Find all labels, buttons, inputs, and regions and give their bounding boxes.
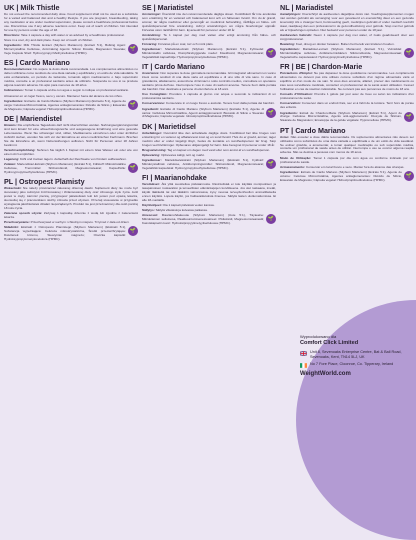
vegan-leaf-icon: 🌱 — [129, 101, 137, 108]
section-paragraph: Almacenar en un lugar fresco, seco y oscuro. Mantener fuera del alcance de los niños. — [4, 93, 123, 98]
section-paragraph: Avvertenze: Non superare la dose giornaliera raccomandata. Gli integratori alimentari non vanno intesi come sostituti di una dieta varia ed equilibrata e di uno stile di vita sano. In caso di gravidanza, allattamento, assunzione di farmaci o sotto controllo medico, consultare un operatore sanitario prima dell'uso. Interrompere l'uso in caso di reazioni avverse. Tenere fuori dalla portata dei bambini. Non destinato a persone di età inferiore ai 18 anni. — [142, 71, 276, 92]
section-paragraph: Recomendaciones: No supere la dosis diaria recomendada. Los complementos alimenticios no deben utilizarse como sustituto de una dieta variada y equilibrada y un estilo de vida saludable. Si está embarazada, en período de lactancia, tomando algún medicamento o bajo supervisión médica, consulte a un profesional sanitario antes de utilizarlo. Suspenda su uso si se produce alguna reacción adversa. No apto para menores de 18 años. — [4, 67, 138, 88]
section-title: PT | Cardo Mariano — [280, 125, 346, 135]
section-title: DE | Mariendistel — [4, 113, 62, 123]
uk-flag-icon — [300, 351, 307, 356]
vegan-leaf-icon: 🌱 — [129, 164, 137, 171]
section-paragraph: Brugsanvisning: Tag en kapsel om dagen med vand eller som anvist af en sundhedsperson. — [142, 147, 271, 152]
section-paragraph: Anbefalinger: Overskrid ikke den anbefalede daglige dosis. Kosttilskud bør ikke bruges som erstatning for en varieret og afbalanceret kost og en sund livsstil. Hvis du er gravid, ammer, tager medicin eller er under lægeligt tilsyn, bedes du kontakte en sundhedsperson før brug. Stop brugen ved bivirkninger. Opbevares utilgængeligt for børn. Ikke beregnet til personer under 18 år. — [142, 130, 276, 147]
section-title: NL | Mariadistel — [280, 4, 334, 12]
vegan-leaf-icon: 🌱 — [405, 113, 413, 120]
vegan-leaf-icon: 🌱 — [267, 160, 275, 167]
section-pl-ostropest-plamisty — [4, 178, 138, 243]
vegan-leaf-icon: 🌱 — [267, 216, 275, 223]
section-paragraph: Anvisningar: Överskrid inte den rekommenderade dagliga dosen. Kosttillskott får inte användas som ersättning för en varierad och balanserad kost och en hälsosam livsstil. Om du är gravid, ammar, tar några mediciner eller genomgår en medicinsk behandling, rådfråga en hälso- och sjukvårdspersonal före användning. Avbryt användningen om några biverkningar uppstår. Förvaras utom räckhåll för barn. Ej avsedd för personer under 18 år. — [142, 12, 276, 32]
vegan-leaf-icon: 🌱 — [129, 46, 137, 53]
section-paragraph: Armazenamento: Conservar em local fresco e seco. Manter fora do alcance das crianças. — [280, 164, 405, 169]
section-es-cardo-mariano — [4, 59, 138, 112]
section-paragraph: Zalecane sposób użycia: Zażywaj 1 kapsułkę dziennie z wodą lub zgodnie z zaleceniami lekarza. — [4, 210, 138, 219]
section-paragraph: Ingredienser: Marietidselekstrakt (Silybum Marianum) (Ekstrakt 5:1), Fyldstof: Mikrokrystallinsk cellulose, Antiklumpningsmidler: Siliciumdioxid, Magnesiumstearat; Vegetabilsk kapselskal: Hydroxypropylmethylcellulose (HPMC). — [142, 157, 264, 170]
section-paragraph: Verzehrsempfehlung: Nehmen Sie täglich 1 Kapsel mit einem Glas Wasser ein oder wie von einem Arzt empfohlen. — [4, 147, 138, 156]
section-paragraph: Bewaring: Koel, droog en donker bewaren. Buiten het bereik van kinderen houden. — [280, 42, 395, 47]
distributor-label: Wyprodukowano dla — [300, 334, 337, 339]
section-dk-marietidsel — [142, 123, 276, 172]
section-paragraph: Ingredientes: Extracto de Cardo Mariano (Silybum Marianum) (Extracto 5:1), Agente de carga: Celulosa Microcristalina, Agentes antiaglomerantes: Dióxido de Silicio y Estearato de Magnesio; Cápsula vegetal: Hidroxipropilmetilcelulosa (HPMC). — [4, 98, 126, 111]
column-middle — [142, 4, 276, 414]
section-paragraph: Hinweis: Die empfohlene Tagesdosis darf nicht überschritten werden. Nahrungsergänzungsmittel sind kein Ersatz für eine abwechslungsreiche und ausgewogene Ernährung und eine gesunde Lebensweise. Wenn Sie schwanger sind, stillen, Medikamente einnehmen oder unter ärztlicher Aufsicht stehen, wenden Sie sich vor der Einnahme an einen medizinischen Fachmann. Brechen Sie die Einnahme ab, wenn Nebenwirkungen auftreten. Nicht für Personen unter 18 Jahren bestimmt. — [4, 122, 138, 147]
section-paragraph: Lagerung: Kühl und trocken lagern. Außerhalb der Reichweite von Kindern aufbewahren. — [4, 156, 127, 161]
section-paragraph: Przechowywanie: Przechowywać w suchym i chłodnym miejscu. Trzymać z dala od dzieci. — [4, 220, 130, 224]
ie-address-text: No 7 Fore Place, Cloonroe, Co. Tipperary, Ireland — [310, 362, 394, 367]
section-paragraph: Ingredienti: Estratto di Cardo Mariano (Silybum Marianum) (Estratto 5:1), Agente di carica: Cellulosa Microcristallina, Agenti antiagglomeranti: Biossido di Silicio e Stearato di Magnesio; Capsula vegetale: Idrossipropilmetilcellulosa (HPMC). — [142, 106, 264, 119]
section-paragraph: Składniki: Ekstrakt z Ostropestu Plamistego (Silybum Marianum) (Ekstrakt 5:1), Substancja wypełniająca: Celuloza mikrokrystaliczna, Środki przeciwzbrylające: Dwutlenek krzemu, Stearynian magnezu; Otoczka kapsułki: Hydroksypropylometyloceluloza (HPMC). — [4, 225, 126, 241]
section-paragraph: Ainesosat: Maarianohdakeuute (Silybum Marianum) (Uute 5:1), Täyteaine: Mikrokiteinen selluloosa, Paakkuuntumisenestoaineet: Piidioksidi, Magnesiumstearaatti; Kasviskapselin kuori: Hydroksipropyylimetyyliselluloosa (HPMC). — [142, 213, 264, 226]
section-paragraph: Ingredienser: Mariatistelextrakt (Silybum Marianum) (Extrakt 5:1), Fyllmedel: Mikrokristallin cellulosa, Klumpförebyggande medel: Kiseldioxid, Magnesiumstearat; Vegetabiliskt kapselhölje: Hydroxipropylmetylcellulosa (HPMC). — [142, 47, 264, 60]
section-uk-milk-thistle — [4, 4, 138, 57]
vegan-leaf-icon: 🌱 — [405, 50, 413, 57]
distributor-name: Comfort Click Limited — [300, 340, 359, 346]
section-nl-mariadistel — [280, 4, 414, 61]
section-title: UK | Milk Thistle — [4, 4, 60, 12]
vegan-leaf-icon: 🌱 — [129, 228, 137, 235]
section-pt-cardo-mariano — [280, 127, 414, 184]
section-paragraph: Conseils d'Utilisation: Prendre 1 gélule par jour avec de l'eau ou selon les indications d'un professionnel de santé. — [280, 92, 414, 101]
column-left — [4, 4, 138, 414]
section-it-cardo-mariano — [142, 63, 276, 120]
section-title: FR | BE | Chardon-Marie — [280, 62, 363, 72]
section-paragraph: Käyttöohjeet: Ota 1 kapseli päivässä veden kanssa. — [142, 203, 215, 207]
section-paragraph: Modo de Utilização: Tomar 1 cápsula por dia com água ou conforme indicado por um profissional de saúde. — [280, 155, 414, 164]
section-paragraph: Förvaring: Förvaras på en sval, torr och mörk plats. — [142, 42, 214, 47]
vegan-leaf-icon: 🌱 — [267, 109, 275, 116]
section-paragraph: Ingredients: Milk Thistle Extract (Silybum Marianum) (Extract 5:1), Bulking Agent: Microcrystalline Cellulose, Anti-Caking Agents: Silicon Dioxide, Magnesium Stearate; Vege Capsule Shell: Hydroxypropyl Methylcellulose (HPMC). — [4, 43, 126, 56]
section-paragraph: Användning: Ta 1 kapsel per dag med vatten eller enligt anvisning från hälso- och sjukvårdspersonal. — [142, 33, 276, 41]
section-paragraph: Précautions d'Emploi: Ne pas dépasser la dose quotidienne recommandée. Les compléments alimentaires ne doivent pas être utilisés comme substituts d'un régime alimentaire varié et équilibré et d'un mode de vie sain. Si vous êtes enceinte, allaitez, prenez des médicaments ou êtes sous surveillance médicale, consultez un professionnel de la santé avant utilisation. Cessez l'utilisation en cas de réaction indésirable. Ne convient pas aux personnes de moins de 18 ans. — [280, 71, 414, 92]
section-title: IT | Cardo Mariano — [142, 62, 205, 72]
ireland-flag-icon — [300, 363, 307, 368]
section-paragraph: Varoitukset: Älä ylitä suositeltua päiväannosta. Ravintolisää ei tule käyttää monipuolisen ja tasapainoisen ruokavalion ja terveellisten elämäntapojen korvikkeena. Jos olet raskaana, imetät, käytät lääkkeitä tai olet lääkärin valvonnassa, kysy neuvoa terveydenhuollon ammattilaiselta ennen käyttöä. Lopeta käyttö, jos haittavaikutuksia ilmenee. Säilytä lasten ulottumattomissa. Ei alle 18-vuotiaille. — [142, 182, 276, 202]
uk-address — [300, 350, 412, 360]
section-title: ES | Cardo Mariano — [4, 58, 70, 68]
section-paragraph: Zutaten: Mariendistel-Extrakt (Silybum Marianum) (Extrakt 5:1), Füllstoff: Mikrokristalline Cellulose, Trennmittel: Siliziumdioxid, Magnesiumstearat; Kapselhülle: Hydroxypropylmethylcellulose (HPMC). — [4, 161, 126, 174]
section-paragraph: Conservation: Conserver dans un endroit frais, sec et à l'abri de la lumière. Tenir hors de portée des enfants. — [280, 101, 414, 110]
section-paragraph: Aviso: Não exceder a dose diária recomendada. Os suplementos alimentares não devem ser utilizados como substitutos de uma dieta variada e equilibrada e de um estilo de vida saudável. Se estiver grávida, a amamentar, a tomar qualquer medicação ou sob supervisão médica, consulte um profissional de saúde antes de utilizar. Interrompa o uso se ocorrer alguma reação adversa. Não se destina a pessoas com menos de 18 anos. — [280, 134, 414, 155]
section-paragraph: Säilytys: Säilytä viileässä ja kuivassa paikassa. — [142, 208, 208, 213]
section-title: PL | Ostropest Plamisty — [4, 176, 85, 186]
section-paragraph: Aanwijzingen: Overschrijd de aanbevolen dagelijkse dosis niet. Voedingssupplementen mogen niet worden gebruikt als vervanging voor een gevarieerd en evenwichtig dieet en een gezonde levensstijl. Als u zwanger bent, borstvoeding geeft, medicijnen gebruikt of onder medisch toezicht staat, raadpleeg dan een professional in de gezondheidszorg voor gebruik. Stop met het gebruik als er bijwerkingen optreden. Niet bedoeld voor personen onder de 18 jaar. — [280, 12, 414, 32]
vegan-leaf-icon: 🌱 — [405, 172, 413, 179]
section-se-mariatistel — [142, 4, 276, 61]
section-paragraph: Indicaciones: Tomar 1 cápsula al día con agua o según lo indique un profesional sanitario. — [4, 88, 129, 93]
section-paragraph: Store in a cool, dry and dark place. Keep out of reach of children. — [4, 38, 94, 43]
section-paragraph: Do not exceed the recommended daily dose. Food supplement shall not be used as a substitute for a varied and balanced diet and a healthy lifestyle. If you are pregnant, breastfeeding, taking any medication or are under medical supervision, please consult a healthcare professional before use. Discontinue use if any adverse reactions occur. Keep out of reach of children. Not intended for use by persons under the age of 18. — [4, 12, 138, 32]
section-paragraph: Ingredientes: Extrato de Cardo Mariano (Silybum Marianum) (Extrato 5:1), Agente de volume: Celulose Microcristalina, Agentes antiaglomerantes: Dióxido de Silício, Estearato de Magnésio; Cápsula vegetal: Hidroxipropilmetilcelulose (HPMC). — [280, 169, 402, 182]
section-paragraph: Ingrédients: Extrait de Chardon-Marie (Silybum Marianum) (Extrait 5:1), Agent de charge: Cellulose Microcristalline, Agents anti-agglomérants: Dioxyde de Silicium, Stéarate de Magnésium; Enveloppe de la gélule végétale: Hypromellose (HPMC). — [280, 110, 402, 123]
section-title: DK | Marietidsel — [142, 121, 196, 131]
website: WeightWorld.com — [300, 370, 351, 377]
ie-address — [300, 362, 412, 368]
section-paragraph: Uso Consigliato: Prendere 1 capsula al giorno con acqua o secondo le indicazioni di un professionista sanitario. — [142, 92, 276, 101]
section-title: SE | Mariatistel — [142, 4, 194, 12]
section-paragraph: Ingrediënten: Mariadistel-extract (Silybum Marianum) (Extract 5:1), Vulmiddel: Microkristallijne cellulose, Antiklontermiddelen: Siliciumdioxide, Magnesiumstearaat; Vegetarische capsulewand: Hydroxypropylmethylcellulose (HPMC). — [280, 47, 402, 60]
section-paragraph: Directions: Take 1 capsule a day with water or as advised by a healthcare professional. — [4, 33, 125, 38]
section-fi-maarianohdake — [142, 174, 276, 227]
uk-address-text: Unit 8, Sevenoaks Enterprise Centre, Bat & Ball Road, Sevenoaks, Kent, TN14 5LJ, UK — [310, 350, 402, 360]
section-paragraph: Aanbevolen Gebruik: Neem 1 capsule per dag met water, of zoals geadviseerd door een zorgprofessional. — [280, 33, 414, 41]
section-title: FI | Maarianohdake — [142, 172, 207, 182]
section-de-mariendistel — [4, 115, 138, 176]
section-paragraph: Opbevaring: Opbevares køligt, tørt og mørkt. — [142, 152, 205, 157]
vegan-leaf-icon: 🌱 — [267, 50, 275, 57]
distributor-block — [300, 334, 412, 377]
section-paragraph: Conservazione: Conservare in un luogo fresco e asciutto. Tenere fuori dalla portata dei bambini. — [142, 101, 275, 106]
section-paragraph: Wskazówki: Nie należy przekraczać zalecanej dziennej dawki. Suplement diety nie może być stosowany jako substytut zróżnicowanej i zbilansowanej diety oraz zdrowego stylu życia. Jeśli jesteś w ciąży, karmisz piersią, przyjmujesz jakiekolwiek leki lub jesteś pod opieką lekarza, skonsultuj się z pracownikiem służby zdrowia przed użyciem. Przerwij stosowanie w przypadku wystąpienia jakichkolwiek działań niepożądanych. Produkt nie jest przeznaczony dla osób poniżej 18 roku życia. — [4, 186, 138, 210]
section-fr-be-chardon-marie — [280, 63, 414, 124]
